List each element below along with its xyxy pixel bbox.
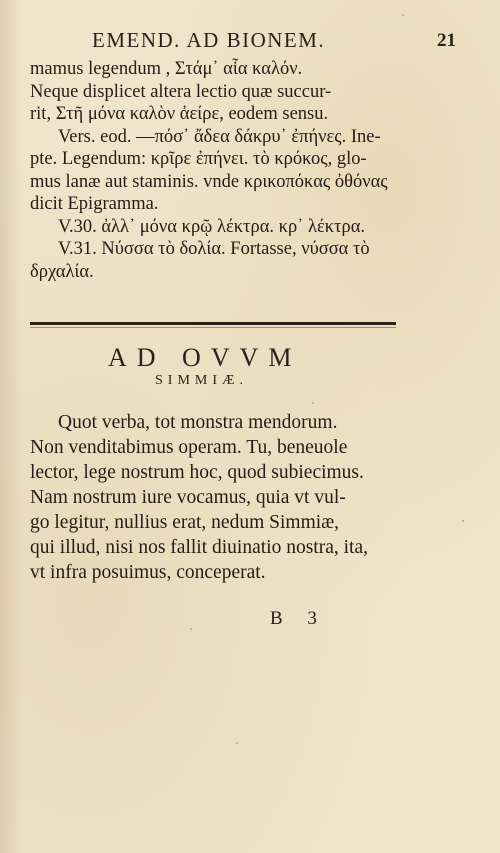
running-head: EMEND. AD BIONEM. [92, 28, 326, 52]
paper-speck [462, 520, 464, 522]
text-line: V.30. ἀλλ᾽ μόνα κρῷ λέκτρα. κρ᾽ λέκτρα. [58, 216, 366, 237]
text-line: dicit Epigramma. [30, 194, 159, 214]
paper-speck [402, 14, 404, 16]
page-header [92, 28, 456, 52]
emendations-text [30, 58, 410, 283]
section-divider-thin [30, 327, 396, 328]
text-line: δρχαλία. [30, 261, 94, 282]
text-line: Quot verba, tot monstra mendorum. [58, 412, 338, 433]
text-line: mamus legendum , Στάμ᾽ αἷα καλόν. [30, 59, 303, 79]
text-line: Non venditabimus operam. Tu, beneuole [30, 437, 348, 458]
paper-speck [190, 628, 192, 630]
paper-speck [236, 742, 238, 744]
text-line: mus lanæ aut staminis. vnde κρικοπόκας ὀθόνας [30, 171, 388, 192]
text-line: lector, lege nostrum hoc, quod subiecimus. [30, 462, 364, 483]
text-line: Vers. eod. —πόσ᾽ ἄδεα δάκρυ᾽ ἐπήνες. Ine- [58, 126, 381, 147]
text-line: go legitur, nullius erat, nedum Simmiæ, [30, 512, 340, 533]
text-line: qui illud, nisi nos fallit diuinatio nostra, ita, [30, 537, 368, 558]
preface-text [30, 410, 400, 585]
section-title: AD OVVM [108, 343, 302, 372]
text-line: rit, Στῆ μόνα καλὸν ἀείρε, eodem sensu. [30, 104, 329, 124]
paper-speck [312, 402, 314, 404]
text-line: pte. Legendum: κρῖρε ἐπήνει. τὸ κρόκος, glo- [30, 149, 367, 169]
section-divider [30, 322, 396, 325]
signature-mark: B 3 [270, 608, 327, 629]
page-number: 21 [437, 30, 456, 51]
text-line: Nam nostrum iure vocamus, quia vt vul- [30, 487, 346, 508]
section-subtitle: SIMMIÆ. [155, 373, 248, 388]
text-line: V.31. Νύσσα τὸ δολία. Fortasse, νύσσα τὸ [58, 239, 370, 259]
text-line: Neque displicet altera lectio quæ succur- [30, 81, 332, 102]
text-line: vt infra posuimus, conceperat. [30, 562, 266, 583]
